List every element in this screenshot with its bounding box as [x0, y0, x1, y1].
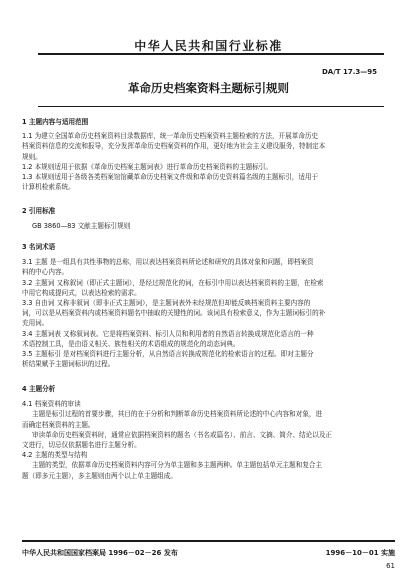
section-heading: 4 主题分析	[22, 385, 56, 393]
body-line: 料的中心内容。	[22, 268, 69, 277]
body-line: 而确定档案资料的主题。	[22, 420, 95, 429]
page-number: 61	[386, 562, 395, 570]
body-line: 1.2 本规则适用于依据《革命历史档案主题词表》进行革命历史档案资料的主题标引。	[22, 162, 272, 171]
effective-date: 1996－10－01 实施	[325, 549, 395, 557]
standard-code: DA/T 17.3—95	[321, 68, 377, 76]
footer-rule	[22, 540, 395, 542]
section-heading: 1 主题内容与适用范围	[22, 118, 89, 126]
body-line: 3.4 主题词表 又称叙词表。它是将档案资料、标引人员和利用者的自然语言转换成规范化语言的一种	[22, 329, 314, 338]
body-line: 4.1 档案资料的审读	[22, 400, 81, 409]
body-line: 规则。	[22, 152, 42, 161]
body-line: GB 3860—83 文献主题标引规则	[32, 222, 131, 231]
section-heading: 3 名词术语	[22, 243, 56, 251]
body-line: 题（即多元主题），多主题则由两个以上单主题组成。	[22, 471, 177, 480]
body-line: 中用它构成提问式，以表达检索的需求。	[22, 288, 141, 297]
body-line: 词，可以是从档案资料内或档案资料题名中抽取的关键性的词。该词具有检索意义，作为主题词标引的补	[22, 309, 326, 318]
body-line: 1.3 本规则适用于各级各类档案馆馆藏革命历史档案文件级和革命历史资料篇名级的主题标引，适用于	[22, 173, 319, 182]
body-line: 3.3 自由词 又称非叙词（即非正式主题词），是主题词表外未经规范但却能反映档案资料主要内容的	[22, 299, 311, 308]
body-line: 析结果赋予主题词标识的过程。	[22, 360, 115, 369]
body-line: 审读革命历史档案资料时，通常应依据档案资料的题名（书名或篇名）、前言、文摘、简介、结论以及正	[32, 430, 333, 439]
section-4	[22, 384, 378, 481]
section-2	[22, 206, 378, 231]
issuer-date: 中华人民共和国国家档案局 1996－02－26 发布	[22, 549, 178, 557]
section-heading: 2 引用标准	[22, 207, 56, 215]
body-line: 3.5 主题标引 是对档案资料进行主题分析，从自然语言转换成规范化的检索语言的过程。即对主题分	[22, 350, 314, 359]
title-rule	[38, 106, 384, 107]
section-3	[22, 242, 378, 369]
body-line: 4.2 主题的类型与结构	[22, 451, 88, 460]
section-1	[22, 117, 378, 192]
industry-standard-heading: 中华人民共和国行业标准	[134, 39, 283, 53]
body-line: 计算机检索系统。	[22, 183, 75, 192]
body-line: 主题是标引过程的首要步骤，其目的在于分析和判断革命历史档案资料所论述的中心内容和对象，进	[32, 410, 323, 419]
body-line: 档案资料信息的交流和报导，充分发挥革命历史档案资料的作用，更好地为社会主义建设服务，特制定本	[22, 142, 326, 151]
body-line: 充用词。	[22, 319, 49, 328]
header-rule	[38, 53, 384, 55]
body-line: 1.1 为建立全国革命历史档案资料目录数据库，统一革命历史档案资料主题检索的方法，开展革命历史	[22, 132, 319, 141]
body-line: 主题的类型，依据革命历史档案资料内容可分为单主题和多主题两种。单主题包括单元主题和复合主	[32, 461, 323, 470]
body-line: 3.2 主题词 又称叙词（即正式主题词），是经过规范化的词，在标引中用以表达档案资料的主题，在检索	[22, 278, 324, 287]
body-line: 3.1 主题 是一组具有共性事物的总称，用以表达档案资料所论述和研究的具体对象和问题，即档案资	[22, 258, 314, 267]
body-line: 文进行，切忌仅依据题名进行主题分析。	[22, 441, 141, 450]
body-line: 术语控制工具，是由语义相关、族性相关的术语组成的规范化的动态词典。	[22, 339, 240, 348]
document-title: 革命历史档案资料主题标引规则	[128, 81, 289, 95]
